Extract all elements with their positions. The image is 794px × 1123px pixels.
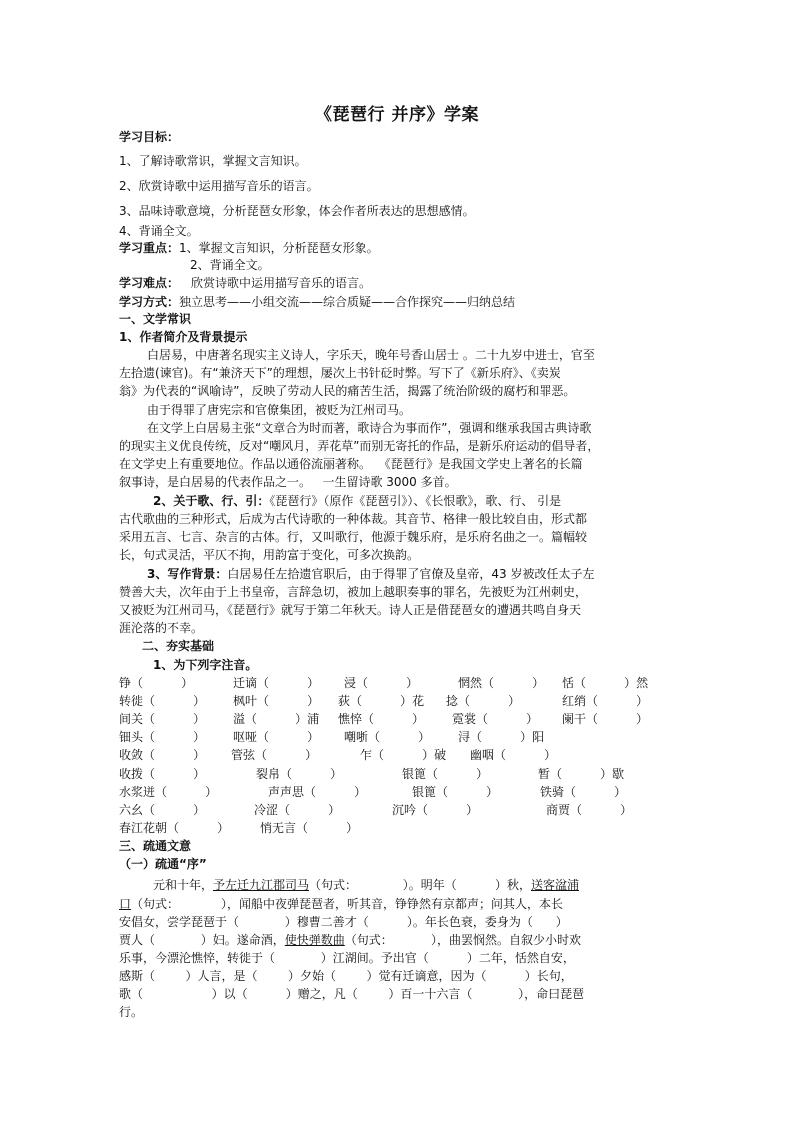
difficulty-text: 欣赏诗歌中运用描写音乐的语言。 (191, 276, 372, 290)
pinyin-item: 霓裳（ ） (452, 712, 539, 726)
section-heading: 一、文学常识 (119, 312, 192, 326)
key-item: 2、背诵全文。 (190, 258, 270, 272)
exercise-line: 行。 (119, 1005, 144, 1019)
subsection-label: 2、关于歌、行、引： (153, 494, 270, 508)
pinyin-item: 沉吟（ ） (392, 803, 479, 817)
pinyin-item: 银篦（ ） (402, 767, 489, 781)
paragraph-line: 的现实主义优良传统，反对“嘲风月，弄花草”而别无寄托的作品，是新乐府运动的倡导者， (119, 439, 600, 453)
paragraph-text: 《琵琶行》（原作《琵琶引》）、《长恨歌》，歌、行、 引是 (269, 494, 562, 508)
pinyin-item: 钿头（ ） (119, 730, 206, 744)
paragraph-line (147, 566, 594, 582)
pinyin-item: 铮（ ） (119, 676, 194, 690)
difficulty (119, 275, 371, 291)
pinyin-item: 浸（ ） (344, 676, 419, 690)
method-label: 学习方式： (119, 295, 180, 309)
exercise-line (119, 896, 563, 912)
pinyin-item: 裂帛（ ） (256, 767, 343, 781)
key-item: 1、掌握文言知识，分析琵琶女形象。 (179, 241, 379, 255)
document-title: 《琵琶行 并序》学案 (315, 105, 479, 125)
text-span: 元和十年， (153, 878, 214, 892)
text-span: （句式： ），曲罢悯然。自叙少小时欢 (344, 933, 581, 947)
paragraph-text: 白居易任左拾遗官职后，由于得罪了官僚及皇帝，43 岁被改任太子左 (227, 567, 595, 581)
paragraph-line: 在文学上白居易主张“文章合为时而著，歌诗合为事而作”，强调和继承我国古典诗歌 (147, 421, 592, 435)
paragraph-line: 在文学史上有重要地位。作品以通俗流丽著称。 《琵琶行》是我国文学史上著名的长篇 (119, 457, 583, 471)
exercise-line: 安倡女，尝学琵琶于（ ）穆曹二善才（ ）。年长色衰，委身为（ ） (119, 915, 568, 929)
pinyin-item: 溢（ ）浦 (233, 712, 320, 726)
pinyin-item: 冷涩（ ） (254, 803, 341, 817)
paragraph-line: 左拾遗(谏官)。有“兼济天下”的理想，屡次上书针砭时弊。写下了《新乐府》、《卖炭 (119, 366, 561, 380)
pinyin-item: 憔悴（ ） (338, 712, 425, 726)
pinyin-item: 幽咽（ ） (470, 748, 557, 762)
subsection-heading: 1、为下列字注音。 (153, 658, 258, 672)
goal-item: 3、品味诗歌意境，分析琵琶女形象，体会作者所表达的思想感情。 (119, 204, 475, 218)
paragraph-line: 翁》为代表的“讽喻诗”，反映了劳动人民的痛苦生活，揭露了统治阶级的腐朽和罪恶。 (119, 384, 576, 398)
pinyin-item: 乍（ ）破 (360, 748, 447, 762)
paragraph-line: 由于得罪了唐宪宗和官僚集团，被贬为江州司马。 (147, 403, 412, 417)
difficulty-label: 学习难点： (119, 276, 180, 290)
text-span: 贾人（ ）妇。遂命酒， (119, 933, 285, 947)
paragraph-line: 采用五言、七言、杂言的古体。行，又叫歌行，他源于魏乐府，是乐府名曲之一。篇幅较 (119, 530, 588, 544)
section-heading: 二、夯实基础 (142, 639, 215, 653)
underlined-phrase: 送客湓浦 (530, 878, 579, 892)
pinyin-item: 收敛（ ） (119, 748, 206, 762)
pinyin-item: 恬（ ）然 (562, 676, 649, 690)
pinyin-item: 铁骑（ ） (540, 785, 627, 799)
subsection-heading: （一）疏通“序” (119, 857, 207, 871)
key-points (119, 240, 379, 256)
goal-item: 4、背诵全文。 (119, 224, 199, 238)
goals-heading: 学习目标： (119, 130, 180, 144)
exercise-line: 歌（ ）以（ ）赠之，凡（ ）百一十六言（ ），命曰琵琶 (119, 987, 585, 1001)
paragraph-line (153, 493, 561, 509)
paragraph-line: 古代歌曲的三种形式，后成为古代诗歌的一种体裁。其音节、格律一般比较自由，形式都 (119, 512, 588, 526)
goal-item: 1、了解诗歌常识，掌握文言知识。 (119, 154, 307, 168)
paragraph-line: 又被贬为江州司马，《琵琶行》就写于第二年秋天。诗人正是借琵琶女的遭遇共鸣自身天 (119, 603, 582, 617)
pinyin-item: 管弦（ ） (231, 748, 318, 762)
exercise-line (119, 932, 581, 948)
exercise-line: 乐事，今漂沦憔悴，转徙于（ ）江湖间。予出官（ ）二年，恬然自安， (119, 951, 575, 965)
exercise-line (153, 877, 579, 893)
text-span: （句式： ），闻船中夜弹琵琶者，听其音，铮铮然有京都声；问其人，本长 (131, 897, 563, 911)
paragraph-line: 白居易，中唐著名现实主义诗人，字乐天，晚年号香山居士 。二十九岁中进士，官至 (147, 348, 595, 362)
pinyin-item: 声声思（ ） (268, 785, 367, 799)
pinyin-item: 间关（ ） (119, 712, 206, 726)
underlined-phrase: 予左迁九江郡司马 (213, 878, 310, 892)
pinyin-item: 悄无言（ ） (260, 821, 359, 835)
pinyin-item: 阑干（ ） (562, 712, 649, 726)
pinyin-item: 六幺（ ） (119, 803, 206, 817)
subsection-heading: 1、作者简介及背景提示 (119, 330, 248, 344)
pinyin-item: 暂（ ）歇 (538, 767, 625, 781)
key-label: 学习重点： (119, 241, 180, 255)
method (119, 294, 515, 310)
pinyin-item: 惘然（ ） (458, 676, 545, 690)
paragraph-line: 长，句式灵活，平仄不拘，用韵富于变化，可多次换韵。 (119, 548, 420, 562)
pinyin-item: 捻（ ） (446, 694, 521, 708)
section-heading: 三、疏通文意 (119, 839, 192, 853)
pinyin-item: 荻（ ）花 (338, 694, 425, 708)
text-span: （句式： ）。明年（ ）秋， (309, 878, 531, 892)
paragraph-line: 赞善大夫，次年由于上书皇帝，言辞急切，被加上越职奏事的罪名，先被贬为江州刺史， (119, 585, 588, 599)
underlined-phrase: 口 (119, 897, 132, 911)
goal-item: 2、欣赏诗歌中运用描写音乐的语言。 (119, 179, 319, 193)
pinyin-item: 转徙（ ） (119, 694, 206, 708)
method-text: 独立思考——小组交流——综合质疑——合作探究——归纳总结 (179, 295, 516, 309)
pinyin-item: 收拨（ ） (119, 767, 206, 781)
paragraph-line: 叙事诗，是白居易的代表作品之一。 一生留诗歌 3000 多首。 (119, 475, 457, 489)
pinyin-item: 春江花朝（ ） (119, 821, 230, 835)
pinyin-item: 浔（ ）阳 (458, 730, 545, 744)
pinyin-item: 商贾（ ） (546, 803, 633, 817)
pinyin-item: 迁谪（ ） (233, 676, 320, 690)
pinyin-item: 呕哑（ ） (233, 730, 320, 744)
underlined-phrase: 使快弹数曲 (284, 933, 345, 947)
pinyin-item: 嘲哳（ ） (344, 730, 431, 744)
pinyin-item: 枫叶（ ） (233, 694, 320, 708)
pinyin-item: 水浆迸（ ） (119, 785, 218, 799)
paragraph-line: 涯沦落的不幸。 (119, 621, 204, 635)
pinyin-item: 银篦（ ） (412, 785, 499, 799)
exercise-line: 感斯（ ）人言，是（ ）夕始（ ）觉有迁谪意，因为（ ）长句， (119, 969, 573, 983)
pinyin-item: 红绡（ ） (562, 694, 649, 708)
subsection-label: 3、写作背景： (147, 567, 228, 581)
